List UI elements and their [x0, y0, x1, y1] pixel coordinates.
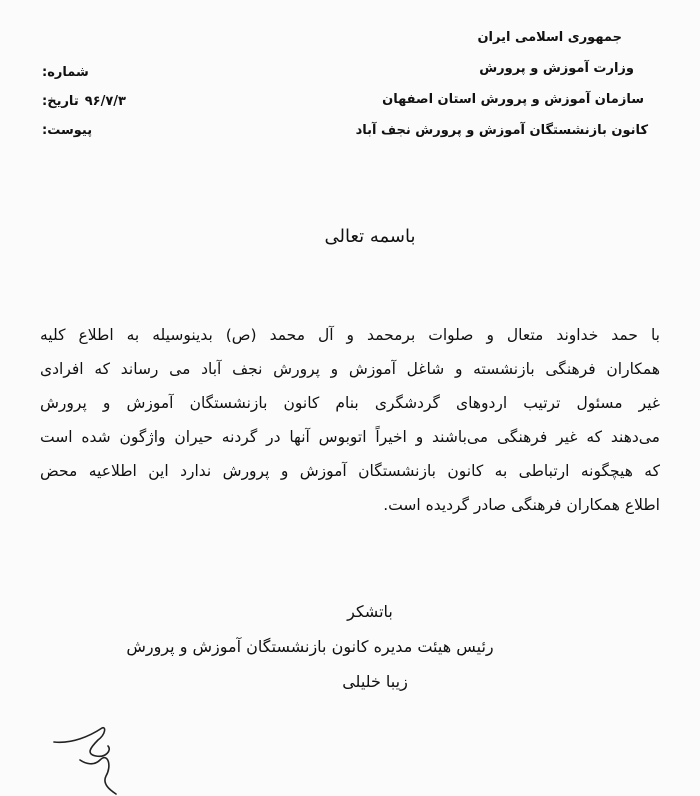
body-line: می‌دهند که غیر فرهنگی می‌باشند و اخیراً اتوبوس آنها در گردنه حیران واژگون شده است	[40, 428, 660, 446]
signer-title: رئیس هیئت مدیره کانون بازنشستگان آموزش و پرورش	[126, 637, 494, 656]
date-row	[42, 87, 172, 116]
body-line: که هیچگونه ارتباطی به کانون بازنشستگان آموزش و پرورش ندارد این اطلاعیه محض	[40, 462, 660, 480]
letterhead-line: سازمان آموزش و پرورش استان اصفهان	[382, 92, 644, 107]
letter-body	[40, 318, 660, 522]
date-label: تاریخ:	[42, 94, 79, 109]
attachment-label: پیوست:	[42, 123, 93, 138]
letterhead-line: کانون بازنشستگان آموزش و پرورش نجف آباد	[355, 123, 648, 138]
letter-title	[0, 226, 700, 247]
body-line: همکاران فرهنگی بازنشسته و شاغل آموزش و پرورش نجف آباد می رساند که افرادی	[40, 360, 660, 378]
letter-meta	[42, 58, 172, 145]
body-line: غیر مسئول ترتیب اردوهای گردشگری بنام کانون بازنشستگان آموزش و پرورش	[40, 394, 660, 412]
letter-closing	[100, 594, 520, 699]
title-text: باسمه تعالی	[324, 226, 416, 247]
letterhead-line: جمهوری اسلامی ایران	[477, 30, 622, 45]
handwritten-signature	[50, 720, 130, 796]
letterhead-line: وزارت آموزش و پرورش	[479, 61, 634, 76]
number-label: شماره:	[42, 65, 89, 80]
number-row	[42, 58, 172, 87]
attachment-row	[42, 116, 172, 145]
signer-name: زیبا خلیلی	[342, 672, 408, 691]
date-value: ۹۶/۷/۳	[84, 94, 126, 109]
body-line: با حمد خداوند متعال و صلوات برمحمد و آل محمد (ص) بدینوسیله به اطلاع کلیه	[40, 326, 660, 344]
body-line: اطلاع همکاران فرهنگی صادر گردیده است.	[383, 496, 660, 514]
closing-thanks: باتشکر	[347, 602, 393, 621]
letterhead-organization	[328, 22, 648, 146]
